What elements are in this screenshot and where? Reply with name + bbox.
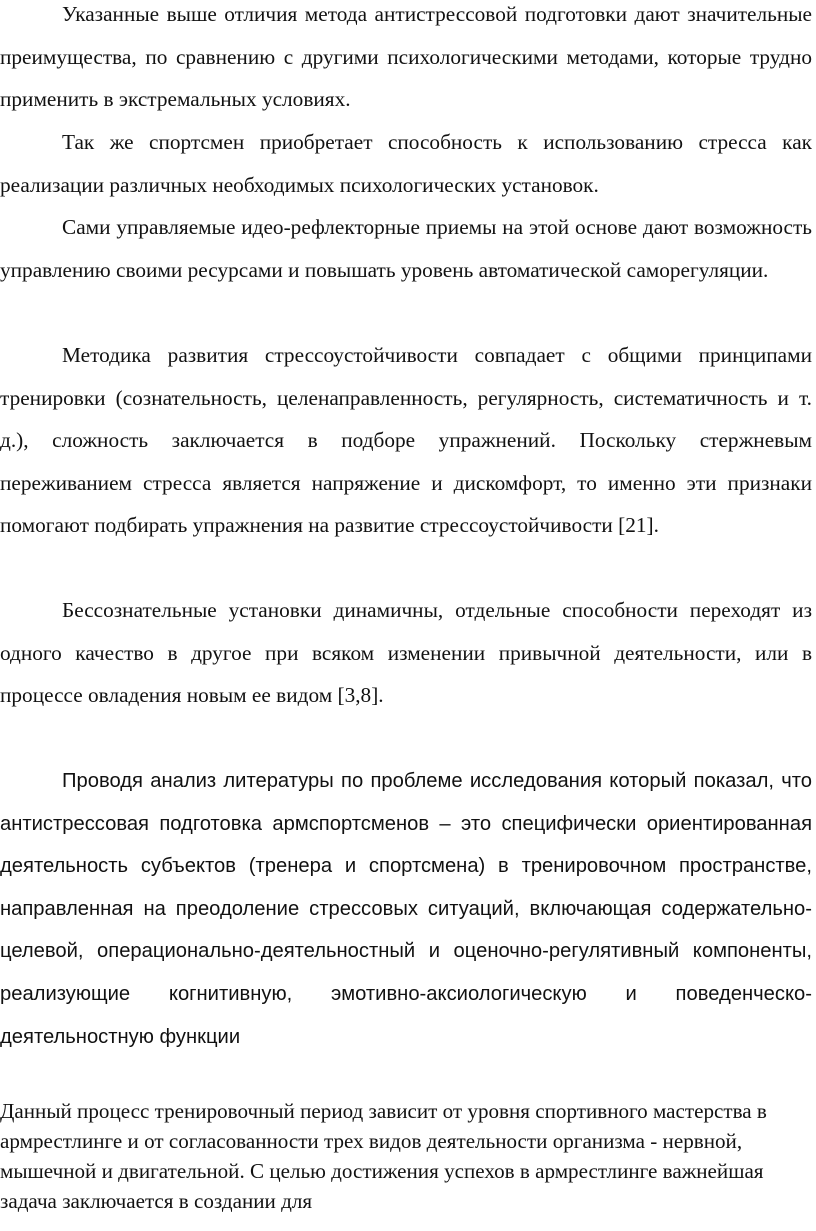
paragraph-1: Указанные выше отличия метода антистрессовой подготовки дают значительные преимущества, по сравнению с другими психологическими методами, которые трудно применить в экстремальных условиях.: [0, 2, 812, 112]
paragraph-3: Сами управляемые идео-рефлекторные приемы на этой основе дают возможность управлению своими ресурсами и повышать уровень автоматической саморегуляции.: [0, 215, 812, 282]
paragraph-2: Так же спортсмен приобретает способность к использованию стресса как реализации различных необходимых психологических установок.: [0, 130, 812, 197]
paragraph-7: Данный процесс тренировочный период зависит от уровня спортивного мастерства в армрестлинге и от согласованности трех видов деятельности организма - нервной, мышечной и двигательной. С целью достижения успехов в армрестлинге важнейшая задача заключается в создании для: [0, 1099, 767, 1213]
paragraph-4: Методика развития стрессоустойчивости совпадает с общими принципами тренировки (сознательность, целенаправленность, регулярность, систематичность и т. д.), сложность заключается в подборе упражнений. Поскольку стержневым переживанием стресса является напряжение и дискомфорт, то именно эти признаки помогают подбирать упражнения на развитие стрессоустойчивости [21].: [0, 343, 812, 538]
paragraph-5: Бессознательные установки динамичны, отдельные способности переходят из одного качество в другое при всяком изменении привычной деятельности, или в процессе овладения новым ее видом [3,8].: [0, 598, 812, 708]
paragraph-6: Проводя анализ литературы по проблеме исследования который показал, что антистрессовая подготовка армспортсменов – это специфически ориентированная деятельность субъектов (тренера и спортсмена) в тренировочном пространстве, направленная на преодоление стрессовых ситуаций, включающая содержательно-целевой, операционально-деятельностный и оценочно-регулятивный компоненты, реализующие когнитивную, эмотивно-аксиологическую и поведенческо-деятельностную функции: [0, 770, 812, 1048]
